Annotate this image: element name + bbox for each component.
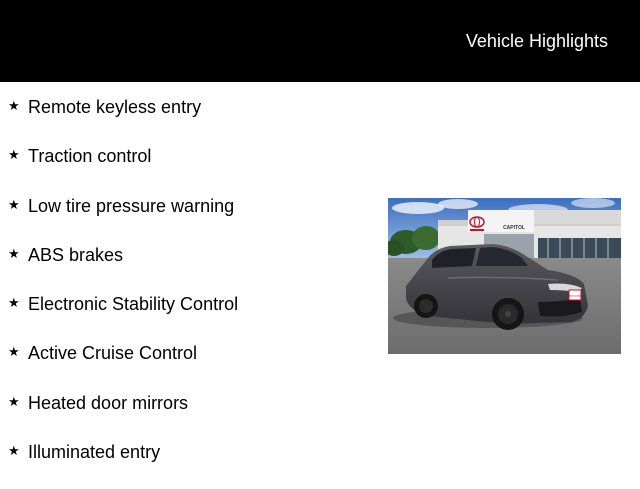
dealer-sign: CAPITOL xyxy=(503,225,525,231)
star-icon: ★ xyxy=(8,393,20,409)
feature-label: Traction control xyxy=(28,146,152,167)
list-item xyxy=(8,341,238,390)
list-item xyxy=(8,243,238,292)
star-icon: ★ xyxy=(8,98,20,113)
star-icon: ★ xyxy=(8,245,20,261)
star-icon: ★ xyxy=(8,147,20,163)
vehicle-photo xyxy=(388,198,621,354)
list-item xyxy=(8,194,238,243)
license-plate: TOYOTA xyxy=(568,294,582,298)
star-icon: ★ xyxy=(8,443,20,459)
feature-label: Low tire pressure warning xyxy=(28,195,235,216)
star-icon: ★ xyxy=(8,196,20,212)
header-bar xyxy=(0,0,640,82)
feature-list xyxy=(8,95,238,489)
list-item xyxy=(8,144,238,193)
star-icon: ★ xyxy=(8,295,20,311)
list-item xyxy=(8,95,238,144)
feature-label: Illuminated entry xyxy=(28,442,161,463)
list-item xyxy=(8,440,238,489)
page-title: Vehicle Highlights xyxy=(465,31,608,51)
feature-label: Active Cruise Control xyxy=(28,343,198,364)
list-item xyxy=(8,391,238,440)
list-item xyxy=(8,292,238,341)
feature-label: ABS brakes xyxy=(28,244,124,265)
feature-label: Electronic Stability Control xyxy=(28,294,239,315)
feature-label: Heated door mirrors xyxy=(28,392,189,413)
feature-label: Remote keyless entry xyxy=(28,97,202,117)
star-icon: ★ xyxy=(8,344,20,360)
